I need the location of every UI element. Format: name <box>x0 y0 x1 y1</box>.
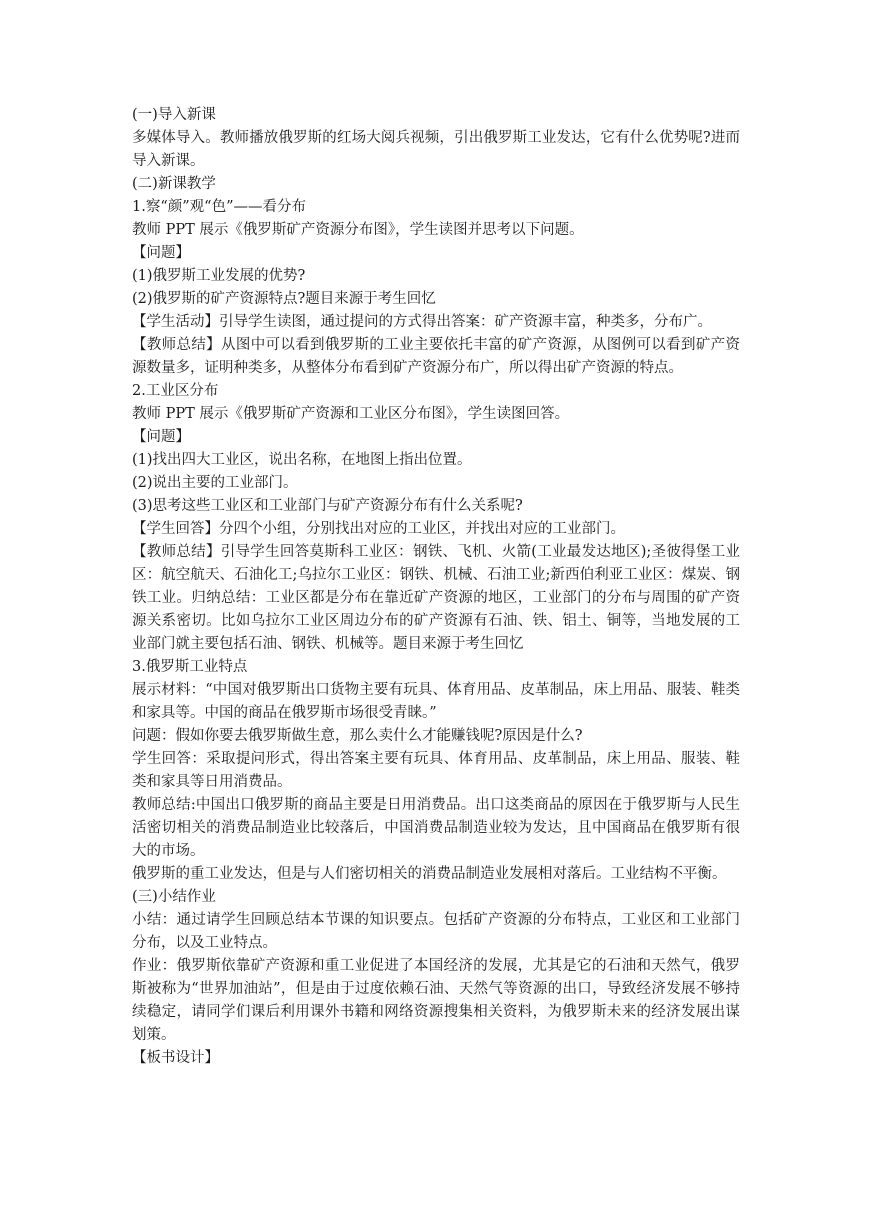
paragraph-material: 展示材料：“中国对俄罗斯出口货物主要有玩具、体育用品、皮革制品，床上用品、服装、鞋类和家具等。中国的商品在俄罗斯市场很受青睐。” <box>132 682 740 721</box>
section-heading-summary: (三)小结作业 <box>132 889 216 905</box>
paragraph-summary: 小结：通过请学生回顾总结本节课的知识要点。包括矿产资源的分布特点，工业区和工业部门分布，以及工业特点。 <box>132 912 740 951</box>
paragraph-student-answer: 【学生回答】分四个小组，分别找出对应的工业区，并找出对应的工业部门。 <box>132 521 625 537</box>
question-1-1: (1)俄罗斯工业发展的优势? <box>132 268 306 284</box>
label-questions-2: 【问题】 <box>132 429 190 445</box>
section-heading-new-lesson: (二)新课教学 <box>132 176 216 192</box>
paragraph-teacher-summary-2: 【教师总结】引导学生回答莫斯科工业区：钢铁、飞机、火箭(工业最发达地区);圣彼得堡工业区：航空航天、石油化工;乌拉尔工业区：钢铁、机械、石油工业;新西伯利亚工业区：煤炭、钢铁工业。归纳总结：工业区都是分布在靠近矿产资源的地区，工业部门的分布与周围的矿产资源关系密切。比如乌拉尔工业区周边分布的矿产资源有石油、铁、铝土、铜等，当地发展的工业部门就主要包括石油、钢铁、机械等。题目来源于考生回忆 <box>132 544 740 652</box>
section-heading-intro: (一)导入新课 <box>132 107 216 123</box>
question-2-2: (2)说出主要的工业部门。 <box>132 475 298 491</box>
paragraph-teacher-summary-1: 【教师总结】从图中可以看到俄罗斯的工业主要依托丰富的矿产资源，从图例可以看到矿产资源数量多，证明种类多，从整体分布看到矿产资源分布广，所以得出矿产资源的特点。 <box>132 337 740 376</box>
subheading-distribution: 1.察“颜”观“色”——看分布 <box>132 199 306 215</box>
paragraph-intro: 多媒体导入。教师播放俄罗斯的红场大阅兵视频，引出俄罗斯工业发达，它有什么优势呢?进而导入新课。 <box>132 130 740 169</box>
paragraph-heavy-industry: 俄罗斯的重工业发达，但是与人们密切相关的消费品制造业发展相对落后。工业结构不平衡。 <box>132 866 727 882</box>
subheading-industrial-areas: 2.工业区分布 <box>132 383 219 399</box>
subheading-industry-features: 3.俄罗斯工业特点 <box>132 659 248 675</box>
label-questions-1: 【问题】 <box>132 245 190 261</box>
paragraph-teacher-summary-3: 教师总结:中国出口俄罗斯的商品主要是日用消费品。出口这类商品的原因在于俄罗斯与人民生活密切相关的消费品制造业比较落后，中国消费品制造业较为发达，且中国商品在俄罗斯有很大的市场。 <box>132 797 740 859</box>
question-1-2: (2)俄罗斯的矿产资源特点?题目来源于考生回忆 <box>132 291 436 307</box>
paragraph-ppt-industrial: 教师 PPT 展示《俄罗斯矿产资源和工业区分布图》，学生读图回答。 <box>132 406 570 422</box>
paragraph-ppt-minerals: 教师 PPT 展示《俄罗斯矿产资源分布图》，学生读图并思考以下问题。 <box>132 222 584 238</box>
paragraph-homework: 作业：俄罗斯依靠矿产资源和重工业促进了本国经济的发展，尤其是它的石油和天然气，俄罗斯被称为“世界加油站”，但是由于过度依赖石油、天然气等资源的出口，导致经济发展不够持续稳定，请同学们课后利用课外书籍和网络资源搜集相关资料，为俄罗斯未来的经济发展出谋划策。 <box>132 958 740 1043</box>
question-2-1: (1)找出四大工业区，说出名称，在地图上指出位置。 <box>132 452 472 468</box>
label-board-design: 【板书设计】 <box>132 1050 219 1066</box>
document-body <box>132 104 740 1070</box>
paragraph-question-business: 问题：假如你要去俄罗斯做生意，那么卖什么才能赚钱呢?原因是什么? <box>132 728 583 744</box>
question-2-3: (3)思考这些工业区和工业部门与矿产资源分布有什么关系呢? <box>132 498 523 514</box>
paragraph-student-activity: 【学生活动】引导学生读图，通过提问的方式得出答案：矿产资源丰富，种类多，分布广。 <box>132 314 712 330</box>
paragraph-student-answer-2: 学生回答：采取提问形式，得出答案主要有玩具、体育用品、皮革制品，床上用品、服装、鞋类和家具等日用消费品。 <box>132 751 740 790</box>
